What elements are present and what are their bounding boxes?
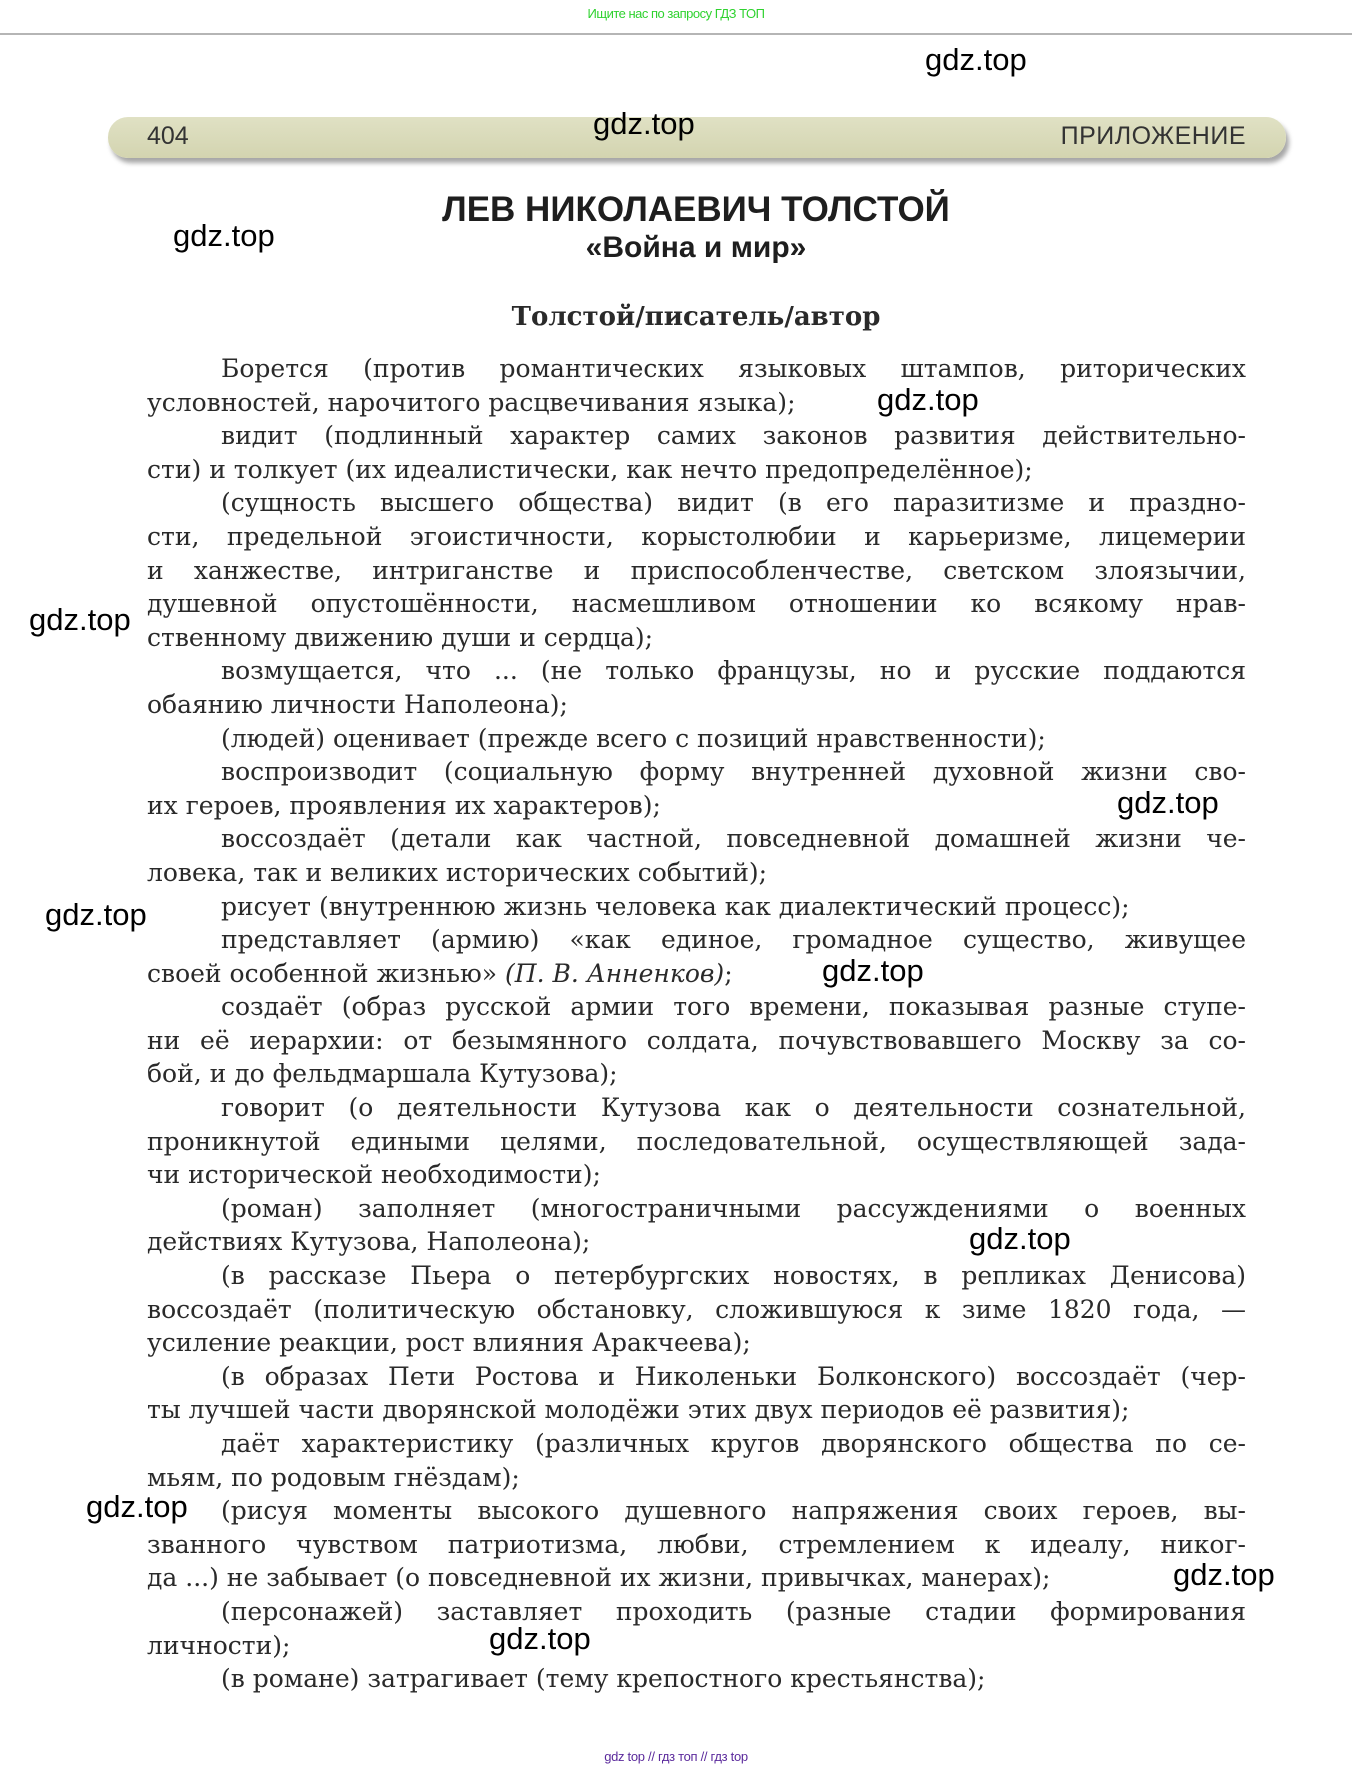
- text-line: мьям, по родовым гнёздам);: [147, 1462, 520, 1492]
- text-line: (в рассказе Пьера о петербургских новостях, в репликах Денисова): [221, 1261, 1246, 1291]
- text-line: рисует (внутреннюю жизнь человека как диалектический процесс);: [221, 891, 1130, 921]
- text-line: чи исторической необходимости);: [147, 1160, 601, 1190]
- watermark: gdz.top: [173, 218, 275, 253]
- text-line: воссоздаёт (политическую обстановку, сложившуюся к зиме 1820 года, —: [147, 1294, 1246, 1324]
- text-line: и ханжестве, интриганстве и приспособленчестве, светском злоязычии,: [147, 555, 1246, 585]
- citation: (П. В. Анненков): [505, 958, 725, 988]
- text-line: (в романе) затрагивает (тему крепостного крестьянства);: [221, 1664, 986, 1694]
- text-line: ни её иерархии: от безымянного солдата, почувствовавшего Москву за со-: [147, 1025, 1246, 1055]
- watermark: gdz.top: [925, 42, 1027, 77]
- watermark: gdz.top: [86, 1489, 188, 1524]
- watermark: gdz.top: [1117, 785, 1219, 820]
- text-line: проникнутой едиными целями, последовательной, осуществляющей зада-: [147, 1126, 1246, 1156]
- text-line: создаёт (образ русской армии того времени, показывая разные ступе-: [221, 992, 1246, 1022]
- text-segment: своей особенной жизнью»: [147, 958, 506, 988]
- footer-links: gdz top // гдз топ // гдз top: [604, 1749, 748, 1764]
- text-line: да ...) не забывает (о повседневной их жизни, привычках, манерах);: [147, 1563, 1051, 1593]
- text-line: бой, и до фельдмаршала Кутузова);: [147, 1059, 618, 1089]
- text-line: условностей, нарочитого расцвечивания языка);: [147, 387, 796, 417]
- text-line: (людей) оценивает (прежде всего с позиций нравственности);: [221, 723, 1046, 753]
- text-line: усиление реакции, рост влияния Аракчеева);: [147, 1328, 751, 1358]
- page-number: 404: [147, 122, 189, 150]
- text-line: ственному движению души и сердца);: [147, 622, 654, 652]
- search-banner: Ищите нас по запросу ГДЗ ТОП: [587, 6, 765, 21]
- body-text: [147, 352, 1246, 1696]
- text-line: представляет (армию) «как единое, громадное существо, живущее: [221, 925, 1246, 955]
- page-subtitle: «Война и мир»: [585, 231, 807, 264]
- text-line: видит (подлинный характер самих законов развития действительно-: [221, 421, 1246, 451]
- page-title: ЛЕВ НИКОЛАЕВИЧ ТОЛСТОЙ: [442, 190, 950, 229]
- text-line: (в образах Пети Ростова и Николеньки Болконского) воссоздаёт (чер-: [221, 1361, 1246, 1391]
- text-line: сти) и толкует (их идеалистически, как нечто предопределённое);: [147, 454, 1033, 484]
- text-segment: ;: [724, 958, 733, 988]
- text-line: ловека, так и великих исторических событий);: [147, 857, 768, 887]
- watermark: gdz.top: [593, 106, 695, 141]
- text-line: их героев, проявления их характеров);: [147, 790, 661, 820]
- text-line: (сущность высшего общества) видит (в его паразитизме и праздно-: [221, 488, 1246, 518]
- text-line: (роман) заполняет (многостраничными рассуждениями о военных: [221, 1193, 1246, 1223]
- text-line: званного чувством патриотизма, любви, стремлением к идеалу, никог-: [147, 1529, 1246, 1559]
- text-line: сти, предельной эгоистичности, корыстолюбии и карьеризме, лицемерии: [147, 521, 1246, 551]
- section-heading: Толстой/писатель/автор: [511, 302, 881, 332]
- text-line: ты лучшей части дворянской молодёжи этих двух периодов её развития);: [147, 1395, 1130, 1425]
- divider: [0, 33, 1352, 35]
- text-line: говорит (о деятельности Кутузова как о деятельности сознательной,: [221, 1093, 1246, 1123]
- watermark: gdz.top: [29, 602, 131, 637]
- watermark: gdz.top: [822, 953, 924, 988]
- text-line: душевной опустошённости, насмешливом отношении ко всякому нрав-: [147, 589, 1246, 619]
- watermark: gdz.top: [877, 382, 979, 417]
- text-line: возмущается, что ... (не только французы, но и русские поддаются: [221, 656, 1246, 686]
- text-line: воссоздаёт (детали как частной, повседневной домашней жизни че-: [221, 824, 1246, 854]
- section-name: ПРИЛОЖЕНИЕ: [1060, 122, 1246, 150]
- text-line: (персонажей) заставляет проходить (разные стадии формирования: [221, 1596, 1246, 1626]
- watermark: gdz.top: [1173, 1557, 1275, 1592]
- text-line: Борется (против романтических языковых штампов, риторических: [221, 354, 1246, 383]
- text-line: обаянию личности Наполеона);: [147, 689, 568, 719]
- text-line: даёт характеристику (различных кругов дворянского общества по се-: [221, 1429, 1246, 1458]
- watermark: gdz.top: [45, 897, 147, 932]
- watermark: gdz.top: [969, 1221, 1071, 1256]
- watermark: gdz.top: [489, 1621, 591, 1656]
- text-line: действиях Кутузова, Наполеона);: [147, 1227, 591, 1257]
- text-line: [147, 957, 1246, 991]
- text-line: (рисуя моменты высокого душевного напряжения своих героев, вы-: [221, 1496, 1246, 1526]
- text-line: воспроизводит (социальную форму внутренней духовной жизни сво-: [221, 757, 1246, 787]
- text-line: личности);: [147, 1630, 291, 1660]
